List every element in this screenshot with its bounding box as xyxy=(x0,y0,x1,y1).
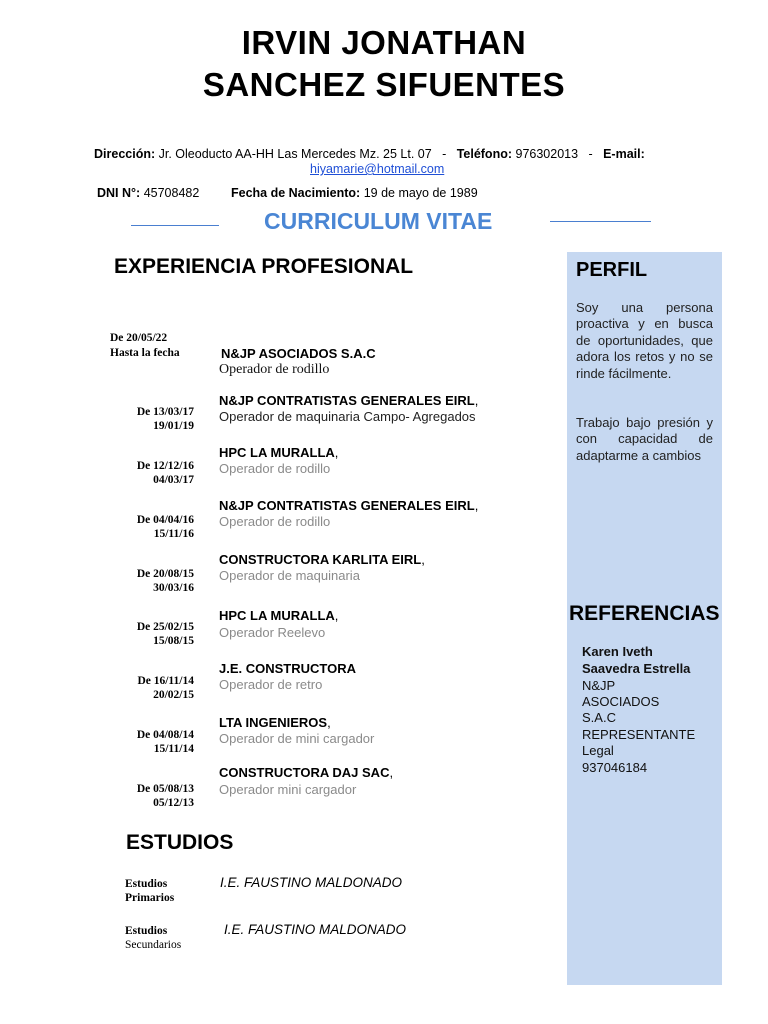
title-rule-right xyxy=(550,221,651,222)
perfil-paragraph-1: Soy una persona proactiva y en busca de oportunidades, que adora los retos y no se rinde fácilmente. xyxy=(576,300,713,381)
exp-role: Operador de rodillo xyxy=(219,362,330,377)
exp-company: N&JP ASOCIADOS S.A.C xyxy=(221,346,376,361)
ref-line: Legal xyxy=(582,743,614,758)
dni-line xyxy=(97,186,199,200)
exp-role: Operador de mini cargador xyxy=(219,731,375,746)
experience-title: EXPERIENCIA PROFESIONAL xyxy=(114,255,414,278)
perfil-paragraph-2: Trabajo bajo presión y con capacidad de adaptarme a cambios xyxy=(576,415,713,463)
exp-date-from: De 05/08/13 xyxy=(136,783,194,795)
exp-company: CONSTRUCTORA DAJ SAC, xyxy=(219,765,394,780)
referencias-title: REFERENCIAS xyxy=(569,602,720,625)
exp-date-to: 20/02/15 xyxy=(153,689,194,701)
email-link[interactable]: hiyamarie@hotmail.com xyxy=(310,162,445,176)
study-school: I.E. FAUSTINO MALDONADO xyxy=(224,922,407,937)
telefono-label: Teléfono: xyxy=(456,147,513,161)
exp-company: LTA INGENIEROS, xyxy=(219,715,331,730)
birth-label: Fecha de Nacimiento: xyxy=(231,186,361,200)
study-label: Estudios xyxy=(125,878,168,890)
studies-title: ESTUDIOS xyxy=(126,831,234,854)
exp-company: HPC LA MURALLA, xyxy=(219,445,339,460)
exp-date-from: De 13/03/17 xyxy=(136,406,194,418)
exp-date-from: De 20/08/15 xyxy=(136,568,194,580)
exp-company: HPC LA MURALLA, xyxy=(219,608,339,623)
exp-role: Operador de retro xyxy=(219,677,323,692)
exp-role: Operador de rodillo xyxy=(219,461,331,476)
exp-date-to: 30/03/16 xyxy=(153,582,194,594)
exp-date-from: De 16/11/14 xyxy=(137,675,194,687)
ref-line: ASOCIADOS xyxy=(582,694,660,709)
study-label: Estudios xyxy=(125,925,168,937)
exp-date-to: 15/11/16 xyxy=(153,528,194,540)
perfil-title: PERFIL xyxy=(576,259,648,281)
cv-title: CURRICULUM VITAE xyxy=(264,208,493,234)
ref-name: Saavedra Estrella xyxy=(582,661,691,676)
exp-date-from: De 04/04/16 xyxy=(136,514,194,526)
exp-date-from: De 04/08/14 xyxy=(136,729,194,741)
exp-company: N&JP CONTRATISTAS GENERALES EIRL, xyxy=(219,393,479,408)
separator: - xyxy=(442,147,447,161)
ref-name: Karen Iveth xyxy=(582,644,653,659)
ref-line: S.A.C xyxy=(582,710,616,725)
separator: - xyxy=(588,147,593,161)
exp-company: CONSTRUCTORA KARLITA EIRL, xyxy=(219,552,425,567)
exp-date-from: De 25/02/15 xyxy=(136,621,194,633)
exp-date-to: 19/01/19 xyxy=(153,420,194,432)
title-rule-left xyxy=(131,225,219,226)
exp-role: Operador de maquinaria xyxy=(219,568,360,583)
exp-date-to: 15/11/14 xyxy=(153,743,194,755)
direccion-value: Jr. Oleoducto AA-HH Las Mercedes Mz. 25 Lt. 07 xyxy=(158,147,432,161)
study-school: I.E. FAUSTINO MALDONADO xyxy=(220,875,403,890)
contact-line xyxy=(94,147,645,161)
exp-date-to: 15/08/15 xyxy=(153,635,194,647)
exp-role: Operador de maquinaria Campo- Agregados xyxy=(219,409,476,424)
exp-date-to: Hasta la fecha xyxy=(110,347,180,359)
ref-line: REPRESENTANTE xyxy=(582,727,696,742)
name-line-2: SANCHEZ SIFUENTES xyxy=(202,66,566,103)
birth-line xyxy=(231,186,478,200)
telefono-value: 976302013 xyxy=(515,147,579,161)
exp-role: Operador mini cargador xyxy=(219,782,357,797)
exp-company: J.E. CONSTRUCTORA xyxy=(219,661,356,676)
exp-role: Operador Reelevo xyxy=(219,625,326,640)
email-label: E-mail: xyxy=(603,147,645,161)
exp-role: Operador de rodillo xyxy=(219,514,331,529)
exp-date-from: De 12/12/16 xyxy=(136,460,194,472)
ref-line: N&JP xyxy=(582,678,616,693)
ref-phone: 937046184 xyxy=(582,760,648,775)
exp-date-to: 04/03/17 xyxy=(153,474,194,486)
dni-label: DNI N°: xyxy=(97,186,141,200)
exp-date-to: 05/12/13 xyxy=(153,797,194,809)
study-label: Primarios xyxy=(125,892,175,904)
study-label: Secundarios xyxy=(125,939,182,951)
birth-value: 19 de mayo de 1989 xyxy=(363,186,478,200)
name-line-1: IRVIN JONATHAN xyxy=(241,24,527,61)
exp-date-from: De 20/05/22 xyxy=(110,332,168,344)
direccion-label: Dirección: xyxy=(94,147,156,161)
dni-value: 45708482 xyxy=(143,186,200,200)
exp-company: N&JP CONTRATISTAS GENERALES EIRL, xyxy=(219,498,479,513)
